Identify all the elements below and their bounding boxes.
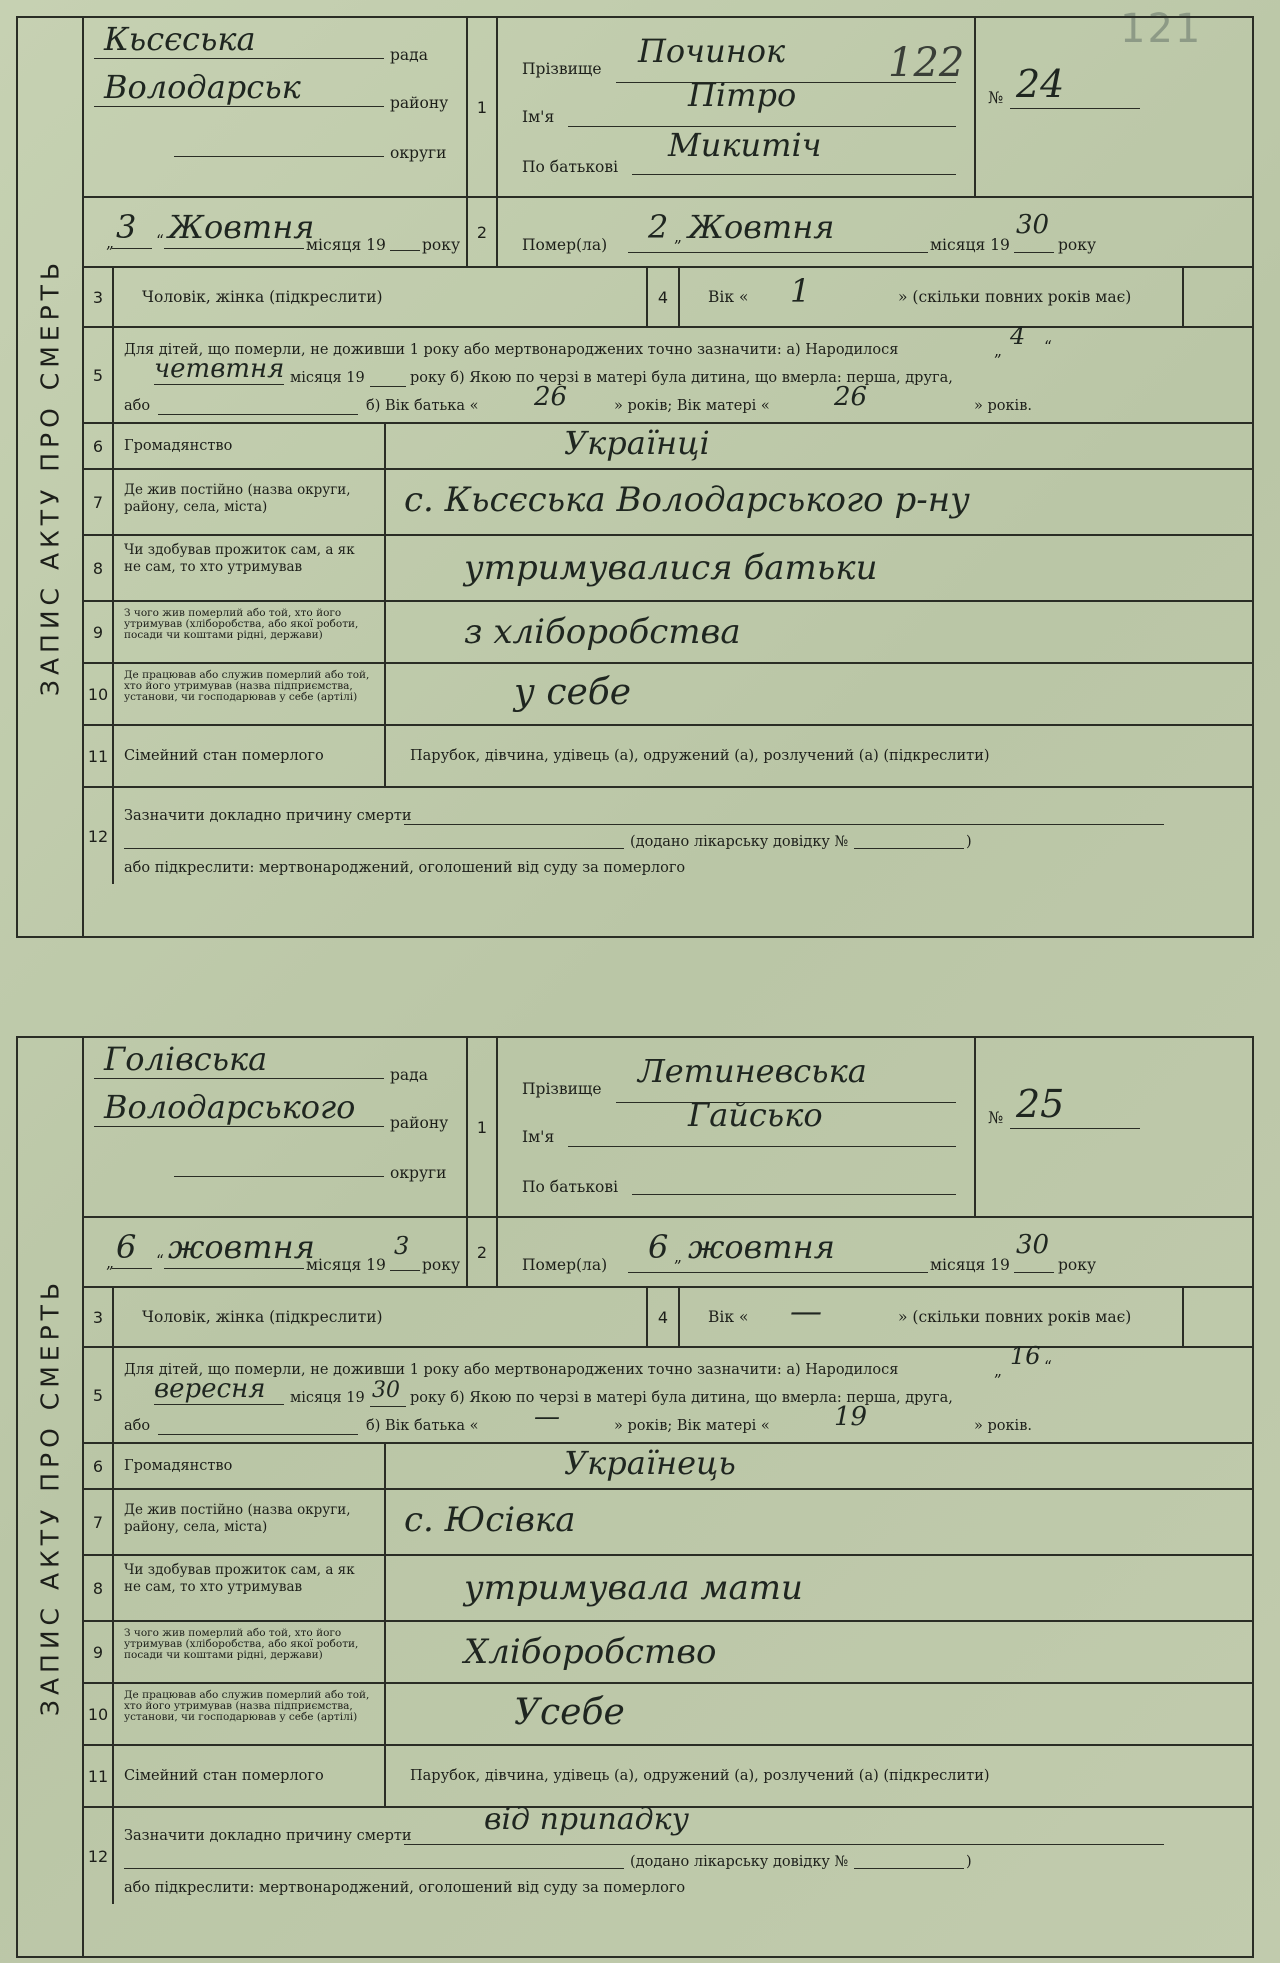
extra-number: 122 xyxy=(888,40,965,86)
residence-value: с. Кьсєська Володарського р-ну xyxy=(404,480,970,520)
death-year: 30 xyxy=(1016,1230,1050,1260)
row-income: 9 З чого жив померлий або той, хто його утримував (хліборобства, або якої роботи, посади чи коштами рідні, держави) з хліборобства xyxy=(84,602,1252,664)
row-citizenship: 6 Громадянство Українець xyxy=(84,1444,1252,1490)
field-text: » років; Вік матері « xyxy=(614,1418,770,1434)
death-record xyxy=(16,1036,1254,1958)
born-year: 30 xyxy=(372,1378,400,1403)
field-text: Де жив постійно (назва округи, району, села, міста) xyxy=(124,1502,351,1535)
rada-value: Голівська xyxy=(104,1040,268,1078)
reg-date: „ 3 “ Жовтня місяця 19 року xyxy=(106,208,461,254)
field-text: Вік « xyxy=(708,1308,749,1326)
raion-label: району xyxy=(390,94,449,112)
row-work: 10 Де працював або служив померлий або той, хто його утримував (назва підприємства, установи, чи господарював у себе (артілі) Усебе xyxy=(84,1684,1252,1746)
field-text: б) Вік батька « xyxy=(366,398,479,414)
raion-value: Володарськ xyxy=(104,68,301,106)
born-day: 4 xyxy=(1010,322,1026,350)
number-block xyxy=(974,1038,1252,1216)
field-text: З чого жив померлий або той, хто його утримував (хліборобства, або якої роботи, посади чи коштами рідні, держави) xyxy=(124,607,359,641)
row-work: 10 Де працював або служив померлий або той, хто його утримував (назва підприємства, установи, чи господарював у себе (артілі) у себе xyxy=(84,664,1252,726)
field-text: Громадянство xyxy=(124,438,233,454)
support-value: утримувалися батьки xyxy=(464,548,878,588)
field-text: місяця 19 xyxy=(290,1390,365,1406)
field-text: ЗАПИС АКТУ ПРО СМЕРТЬ xyxy=(35,1277,65,1717)
row-place-name xyxy=(84,18,1252,198)
death-date: Помер(ла) 6 „ жовтня місяця 19 30 року xyxy=(496,1218,1182,1286)
death-day: 2 xyxy=(648,208,669,246)
row-child: 5 Для дітей, що померли, не доживши 1 року або мертвонароджених точно зазначити: а) Народилося „ 16 “ вересня місяця 19 30 року б) Якою по черзі в матері була дитина, що вмерла: перша, друга, або б) Вік батька « — » років; Вік матері « 19 » років. xyxy=(84,1348,1252,1444)
field-text: Чи здобував прожиток сам, а як не сам, то хто утримував xyxy=(124,542,355,575)
field-text: Для дітей, що померли, не доживши 1 року або мертвонароджених точно зазначити: а) Народилося xyxy=(124,1362,899,1378)
firstname-value: Пітро xyxy=(688,76,797,114)
surname-label: Прізвище xyxy=(522,1080,602,1098)
name-block xyxy=(496,1038,974,1216)
reg-month: жовтня xyxy=(168,1228,315,1266)
field-text: ЗАПИС АКТУ ПРО СМЕРТЬ xyxy=(35,257,65,697)
row-support: 8 Чи здобував прожиток сам, а як не сам, то хто утримував утримувала мати xyxy=(84,1556,1252,1622)
income-value: з хліборобства xyxy=(464,612,741,652)
side-label xyxy=(18,1038,84,1956)
field-text: Де жив постійно (назва округи, району, села, міста) xyxy=(124,482,351,515)
field-text: року xyxy=(1058,236,1097,254)
field-text: Де працював або служив померлий або той, хто його утримував (назва підприємства, установи, чи господарював у себе (артілі) xyxy=(124,669,370,703)
field-text: Помер(ла) xyxy=(522,1256,608,1274)
number-label: № xyxy=(988,1108,1004,1127)
rada-value: Кьсєська xyxy=(104,20,256,58)
field-text: Для дітей, що померли, не доживши 1 року або мертвонароджених точно зазначити: а) Народилося xyxy=(124,342,899,358)
surname-value: Починок xyxy=(638,32,786,70)
death-month: жовтня xyxy=(688,1228,835,1266)
field-text: року б) Якою по черзі в матері була дитина, що вмерла: перша, друга, xyxy=(410,1390,953,1406)
citizenship-value: Українці xyxy=(564,424,710,462)
number-label: № xyxy=(988,88,1004,107)
row-residence: 7 Де жив постійно (назва округи, району, села, міста) с. Кьсєська Володарського р-ну xyxy=(84,470,1252,536)
rada-label: рада xyxy=(390,46,428,64)
patronymic-value: Микитіч xyxy=(668,126,822,164)
citizenship-value: Українець xyxy=(564,1444,736,1482)
field-text: » (скільки повних років має) xyxy=(898,1308,1132,1326)
row-cause: 12 Зазначити докладно причину смерти (додано лікарську довідку № ) або підкреслити: мертвонароджений, оголошений від суду за померлого xyxy=(84,788,1252,884)
field-text: місяця 19 xyxy=(930,1256,1010,1274)
field-text: місяця 19 xyxy=(306,1256,386,1274)
age-value: 1 xyxy=(790,272,811,310)
row-sex-age: 3 Чоловік, жінка (підкреслити) 4 Вік « — » (скільки повних років має) xyxy=(84,1288,1252,1348)
work-value: у себе xyxy=(514,672,632,713)
field-text: або xyxy=(124,1418,151,1434)
record-number: 24 xyxy=(1016,62,1065,106)
father-age: 26 xyxy=(534,382,568,412)
archive-page-number: 121 xyxy=(1120,6,1203,52)
row-support: 8 Чи здобував прожиток сам, а як не сам, то хто утримував утримувалися батьки xyxy=(84,536,1252,602)
field-text: (додано лікарську довідку № xyxy=(630,1854,849,1870)
patronymic-label: По батькові xyxy=(522,158,619,176)
row-number: 1 xyxy=(466,1038,496,1216)
marital-options: Парубок, дівчина, удівець (а), одружений (а), розлучений (а) (підкреслити) xyxy=(410,1768,990,1784)
field-text: року xyxy=(1058,1256,1097,1274)
surname-label: Прізвище xyxy=(522,60,602,78)
death-day: 6 xyxy=(648,1228,669,1266)
field-text: Сімейний стан померлого xyxy=(124,1768,324,1784)
reg-month: Жовтня xyxy=(168,208,315,246)
field-text: або підкреслити: мертвонароджений, оголошений від суду за померлого xyxy=(124,860,686,876)
row-cause: 12 Зазначити докладно причину смерти від припадку (додано лікарську довідку № ) або підкреслити: мертвонароджений, оголошений від суду за померлого xyxy=(84,1808,1252,1904)
field-text: року xyxy=(422,1256,461,1274)
raion-label: району xyxy=(390,1114,449,1132)
reg-date: „ 6 “ жовтня місяця 19 3 року xyxy=(106,1228,461,1274)
mother-age: 26 xyxy=(834,382,868,412)
field-text: Помер(ла) xyxy=(522,236,608,254)
death-record xyxy=(16,16,1254,938)
field-text: місяця 19 xyxy=(290,370,365,386)
place-block xyxy=(84,1038,466,1216)
field-text: року xyxy=(422,236,461,254)
cause-value: від припадку xyxy=(484,1802,689,1837)
field-text: Зазначити докладно причину смерти xyxy=(124,1828,412,1844)
reg-day: 6 xyxy=(116,1228,137,1266)
born-month: вересня xyxy=(154,1374,266,1404)
field-text: року б) Якою по черзі в матері була дитина, що вмерла: перша, друга, xyxy=(410,370,953,386)
age-value: — xyxy=(790,1292,822,1330)
born-month: четвтня xyxy=(154,354,285,384)
death-month: Жовтня xyxy=(688,208,835,246)
field-text: Де працював або служив померлий або той, хто його утримував (назва підприємства, установи, чи господарював у себе (артілі) xyxy=(124,1689,370,1723)
rada-label: рада xyxy=(390,1066,428,1084)
number-block xyxy=(974,18,1252,196)
father-age: — xyxy=(534,1402,560,1432)
reg-year: 3 xyxy=(394,1232,410,1260)
row-place-name xyxy=(84,1038,1252,1218)
field-text: Чи здобував прожиток сам, а як не сам, то хто утримував xyxy=(124,1562,355,1595)
row-dates: „ 6 “ жовтня місяця 19 3 року 2 Помер(ла) 6 „ жовтня місяця 19 30 року xyxy=(84,1218,1252,1288)
row-marital: 11 Сімейний стан померлого Парубок, дівчина, удівець (а), одружений (а), розлучений (а) (підкреслити) xyxy=(84,726,1252,788)
born-day: 16 xyxy=(1010,1342,1041,1370)
death-date: Помер(ла) 2 „ Жовтня місяця 19 30 року xyxy=(496,198,1182,266)
okruha-label: округи xyxy=(390,1164,447,1182)
support-value: утримувала мати xyxy=(464,1568,803,1608)
row-sex-age: 3 Чоловік, жінка (підкреслити) 4 Вік « 1 » (скільки повних років має) xyxy=(84,268,1252,328)
row-dates: „ 3 “ Жовтня місяця 19 року 2 Помер(ла) 2 „ Жовтня місяця 19 30 року xyxy=(84,198,1252,268)
field-text: » (скільки повних років має) xyxy=(898,288,1132,306)
row-marital: 11 Сімейний стан померлого Парубок, дівчина, удівець (а), одружений (а), розлучений (а) (підкреслити) xyxy=(84,1746,1252,1808)
death-year: 30 xyxy=(1016,210,1050,240)
field-text: місяця 19 xyxy=(306,236,386,254)
field-text: Вік « xyxy=(708,288,749,306)
place-block xyxy=(84,18,466,196)
firstname-label: Ім'я xyxy=(522,1128,555,1146)
record-number: 25 xyxy=(1016,1082,1065,1126)
field-text: З чого жив померлий або той, хто його утримував (хліборобства, або якої роботи, посади чи коштами рідні, держави) xyxy=(124,1627,359,1661)
name-block xyxy=(496,18,974,196)
field-text: Сімейний стан померлого xyxy=(124,748,324,764)
sex-label: Чоловік, жінка (підкреслити) xyxy=(142,1308,383,1326)
field-text: (додано лікарську довідку № xyxy=(630,834,849,850)
field-text: б) Вік батька « xyxy=(366,1418,479,1434)
field-text: » років. xyxy=(974,398,1032,414)
side-label xyxy=(18,18,84,936)
sex-label: Чоловік, жінка (підкреслити) xyxy=(142,288,383,306)
firstname-label: Ім'я xyxy=(522,108,555,126)
income-value: Хліборобство xyxy=(464,1632,717,1672)
mother-age: 19 xyxy=(834,1402,868,1432)
row-residence: 7 Де жив постійно (назва округи, району, села, міста) с. Юсівка xyxy=(84,1490,1252,1556)
field-text: Громадянство xyxy=(124,1458,233,1474)
okruha-label: округи xyxy=(390,144,447,162)
reg-day: 3 xyxy=(116,208,137,246)
residence-value: с. Юсівка xyxy=(404,1500,576,1540)
work-value: Усебе xyxy=(514,1692,625,1733)
field-text: місяця 19 xyxy=(930,236,1010,254)
surname-value: Летиневська xyxy=(638,1052,867,1090)
field-text: » років; Вік матері « xyxy=(614,398,770,414)
marital-options: Парубок, дівчина, удівець (а), одружений (а), розлучений (а) (підкреслити) xyxy=(410,748,990,764)
raion-value: Володарського xyxy=(104,1088,356,1126)
row-child: 5 Для дітей, що померли, не доживши 1 року або мертвонароджених точно зазначити: а) Народилося „ 4 “ четвтня місяця 19 року б) Якою по черзі в матері була дитина, що вмерла: перша, друга, або б) Вік батька « 26 » років; Вік матері « 26 » років. xyxy=(84,328,1252,424)
row-income: 9 З чого жив померлий або той, хто його утримував (хліборобства, або якої роботи, посади чи коштами рідні, держави) Хліборобство xyxy=(84,1622,1252,1684)
firstname-value: Гайсько xyxy=(688,1096,823,1134)
field-text: Зазначити докладно причину смерти xyxy=(124,808,412,824)
patronymic-label: По батькові xyxy=(522,1178,619,1196)
field-text: або xyxy=(124,398,151,414)
field-text: » років. xyxy=(974,1418,1032,1434)
row-citizenship: 6 Громадянство Українці xyxy=(84,424,1252,470)
field-text: або підкреслити: мертвонароджений, оголошений від суду за померлого xyxy=(124,1880,686,1896)
row-number: 1 xyxy=(466,18,496,196)
